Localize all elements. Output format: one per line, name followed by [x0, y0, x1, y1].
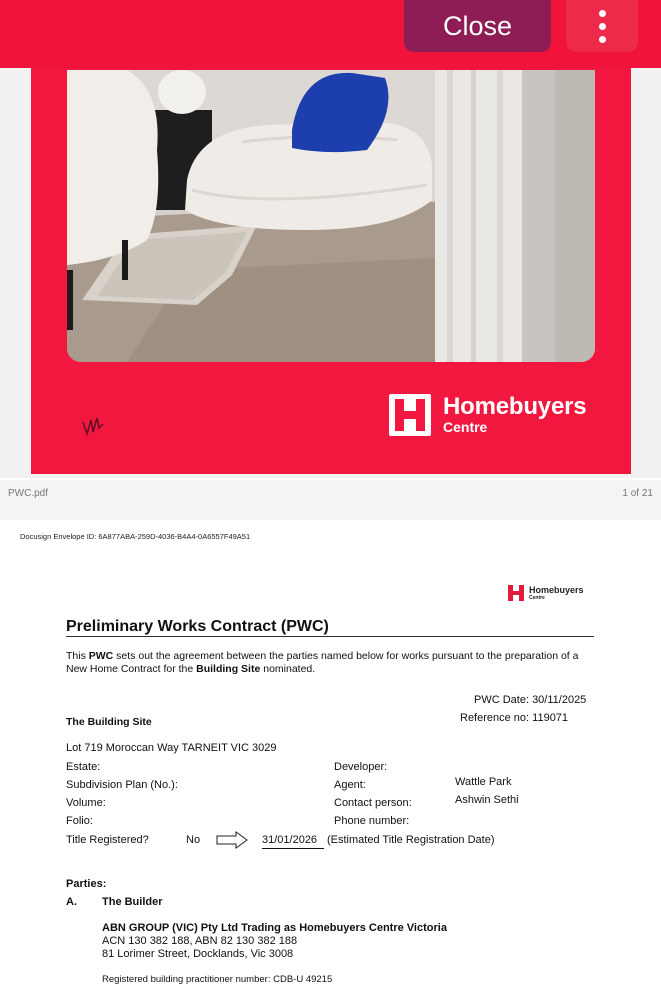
- brand-name: Homebuyers: [443, 393, 587, 420]
- title-registered-label: Title Registered?: [66, 834, 149, 846]
- registered-practitioner: Registered building practitioner number: CDB-U 49215: [102, 974, 333, 985]
- builder-address: 81 Lorimer Street, Docklands, Vic 3008: [102, 948, 294, 960]
- close-button[interactable]: Close: [404, 0, 551, 52]
- menu-dot: [599, 23, 606, 30]
- file-name: PWC.pdf: [8, 488, 49, 499]
- estimated-title-date: 31/01/2026: [262, 834, 324, 849]
- phone-label: Phone number:: [334, 815, 410, 827]
- agent-value: Wattle Park: [455, 776, 512, 788]
- page-indicator: 1 of 21: [622, 488, 653, 499]
- site-address: Lot 719 Moroccan Way TARNEIT VIC 3029: [66, 742, 277, 754]
- more-vertical-icon[interactable]: [566, 0, 638, 52]
- cover-photo: [67, 70, 595, 362]
- intro-paragraph: This PWC sets out the agreement between the parties named below for works pursuant to the preparation of a New Home Contract for the Building Site nominated.: [66, 650, 579, 675]
- party-title: The Builder: [102, 896, 163, 908]
- volume-label: Volume:: [66, 797, 106, 809]
- builder-acn: ACN 130 382 188, ABN 82 130 382 188: [102, 935, 298, 947]
- builder-name: ABN GROUP (VIC) Pty Ltd Trading as Homebuyers Centre Victoria: [102, 922, 447, 934]
- menu-dot: [599, 36, 606, 43]
- top-bar: [0, 0, 661, 68]
- folio-label: Folio:: [66, 815, 93, 827]
- title-divider: [66, 636, 594, 637]
- party-letter: A.: [66, 896, 77, 908]
- building-site-heading: The Building Site: [66, 716, 152, 728]
- arrow-right-icon: [216, 831, 248, 849]
- estate-label: Estate:: [66, 761, 101, 773]
- contact-value: Ashwin Sethi: [455, 794, 519, 806]
- pdf-pager: [0, 480, 661, 520]
- agent-label: Agent:: [334, 779, 366, 791]
- signature-mark: [79, 414, 107, 440]
- cover-page: [31, 68, 631, 474]
- cover-brand-logo: [389, 394, 586, 436]
- pwc-date: PWC Date: 30/11/2025: [474, 694, 587, 706]
- logo-subtitle: Centre: [529, 594, 545, 601]
- estimated-date-caption: (Estimated Title Registration Date): [327, 834, 495, 846]
- document-title: Preliminary Works Contract (PWC): [66, 618, 329, 635]
- envelope-id: Docusign Envelope ID: 6A877ABA-259D-4036-B4A4-0A6557F49A51: [20, 532, 251, 541]
- subdivision-label: Subdivision Plan (No.):: [66, 779, 178, 791]
- reference-number: Reference no: 119071: [460, 712, 569, 724]
- logo-name: Homebuyers: [529, 584, 584, 595]
- contract-page: [0, 520, 661, 1000]
- brand-subtitle: Centre: [443, 419, 488, 435]
- title-registered-value: No: [186, 834, 201, 846]
- parties-heading: Parties:: [66, 878, 107, 890]
- document-logo: [508, 585, 584, 601]
- developer-label: Developer:: [334, 761, 388, 773]
- contact-label: Contact person:: [334, 797, 412, 809]
- menu-dot: [599, 10, 606, 17]
- homebuyers-h-icon: [389, 394, 431, 436]
- homebuyers-h-icon: [508, 585, 524, 601]
